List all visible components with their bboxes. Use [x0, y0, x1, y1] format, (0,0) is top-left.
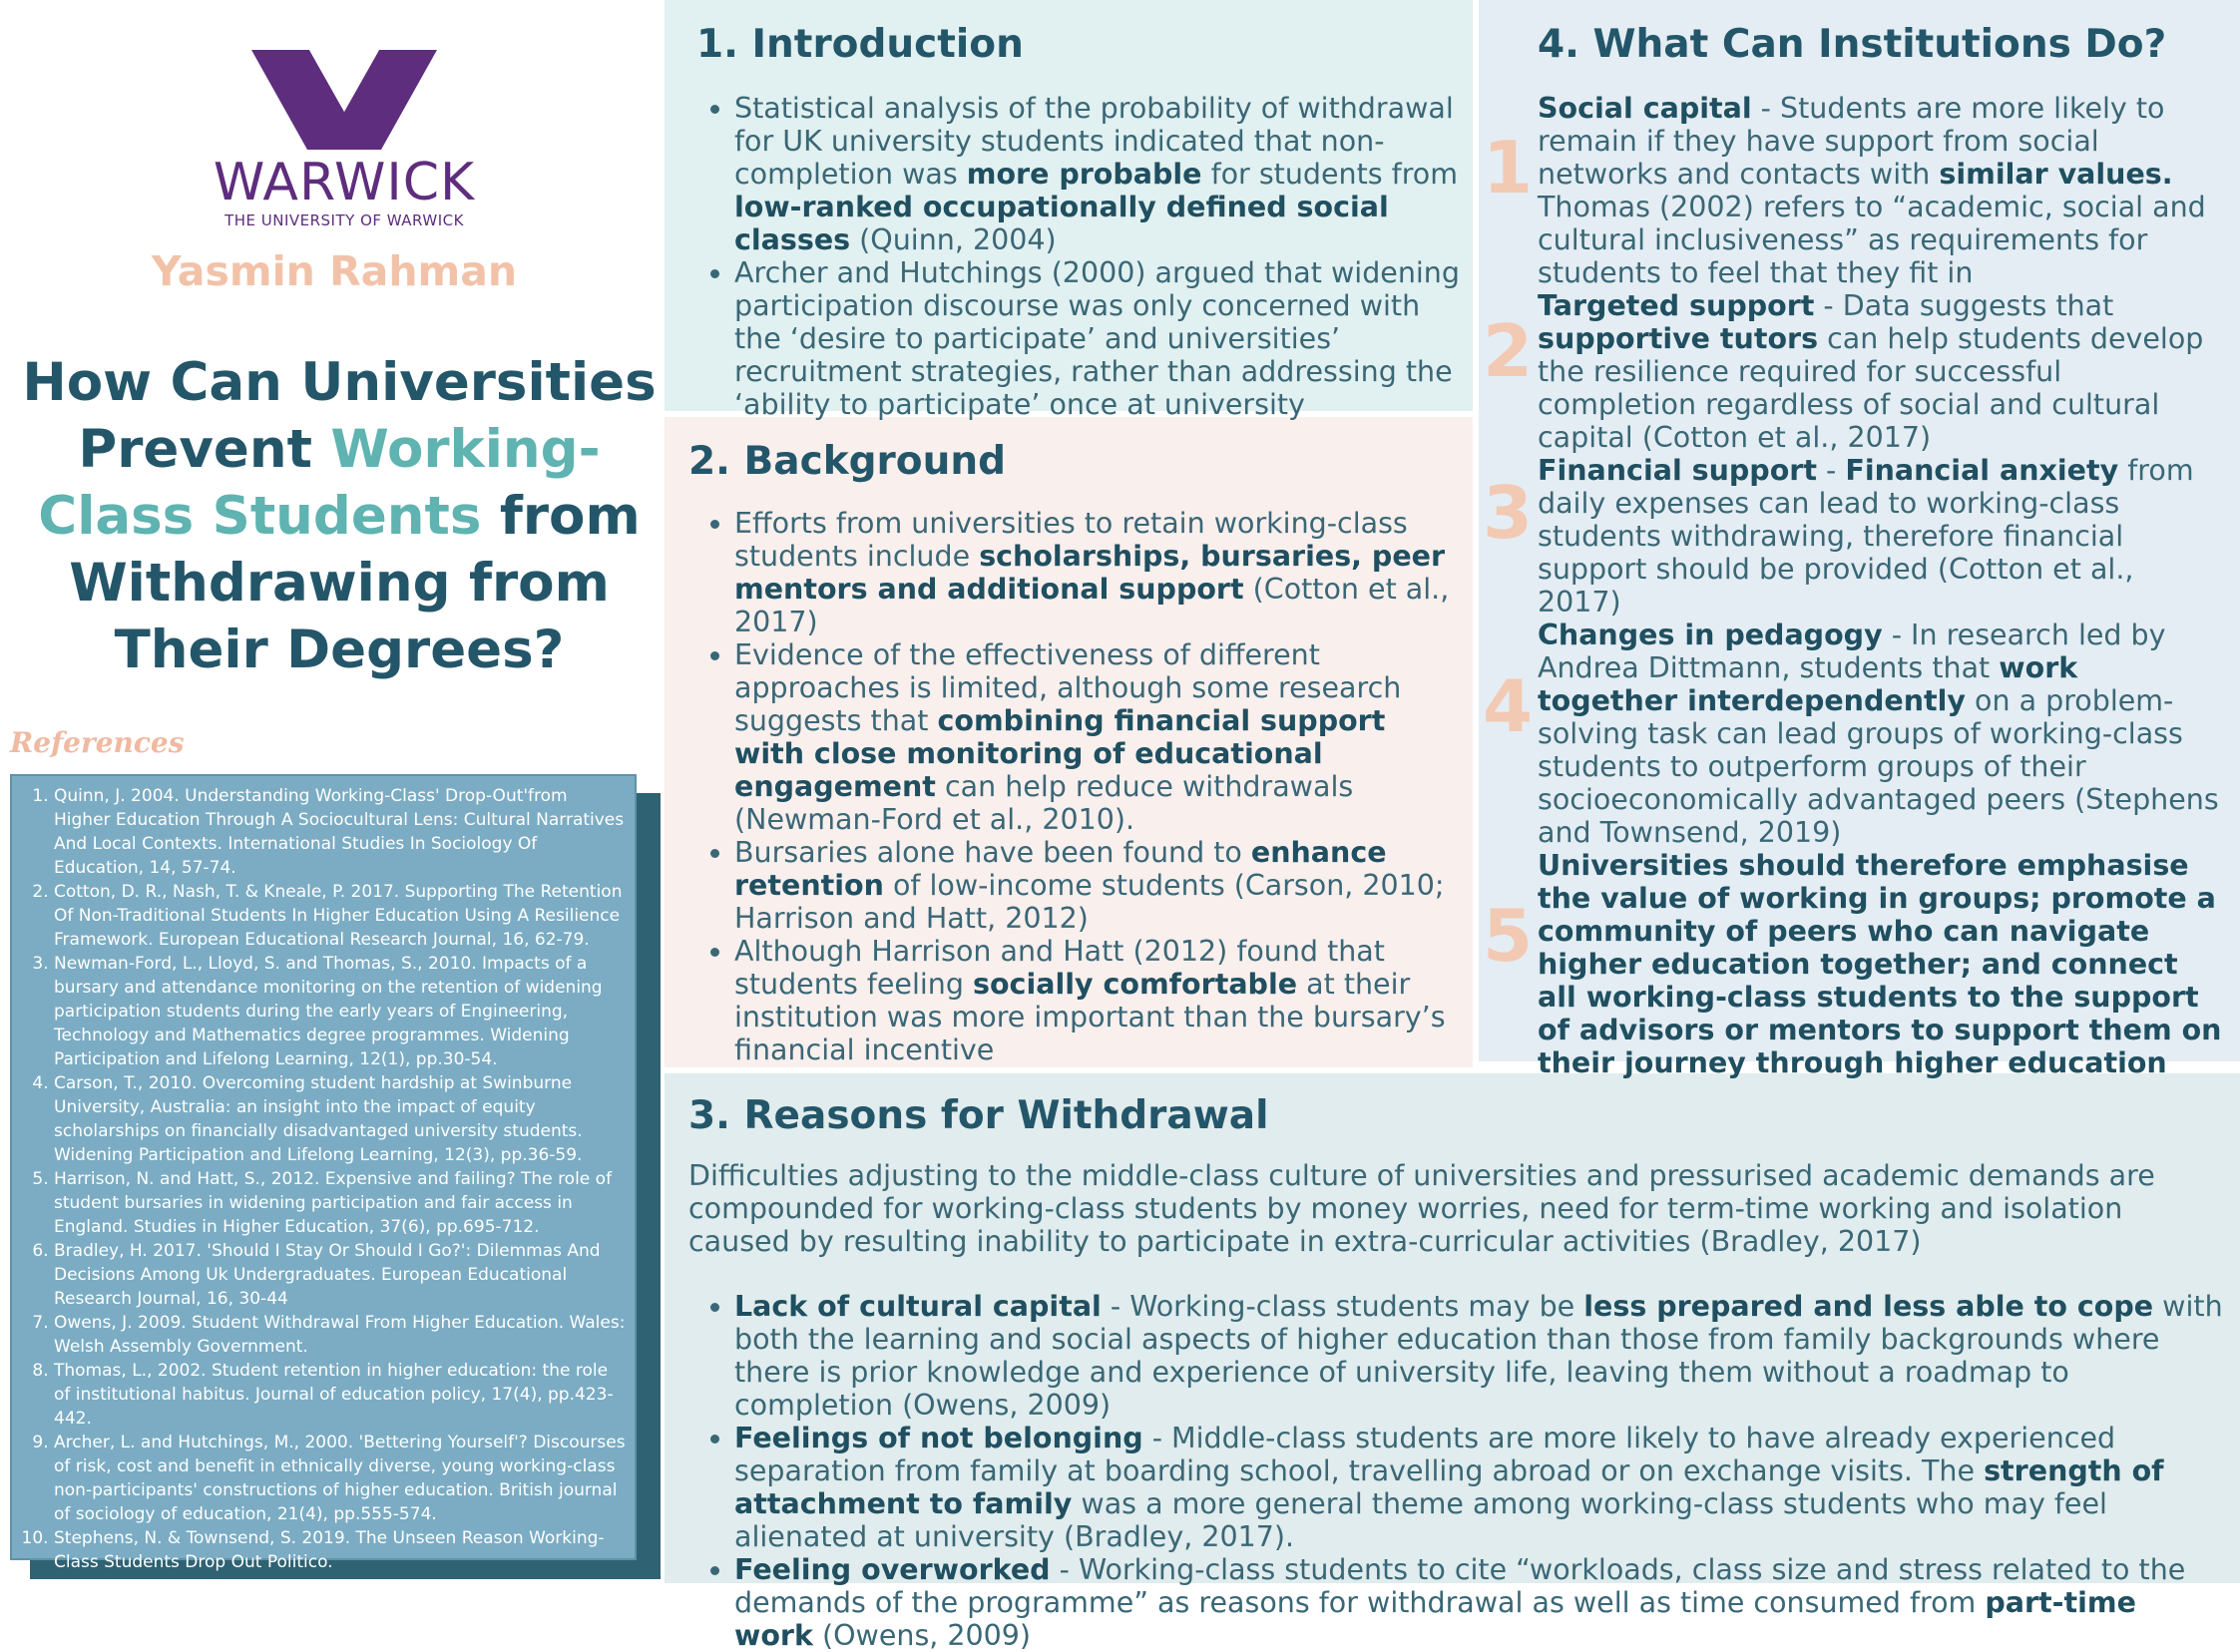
references-box: [10, 774, 637, 1572]
reference-item: 8. Thomas, L., 2002. Student retention in higher education: the role of institutional habitus. Journal of education policy, 17(4), pp.423-442.: [54, 1359, 629, 1431]
reference-item: 2. Cotton, D. R., Nash, T. & Kneale, P. 2017. Supporting The Retention Of Non-Traditional Students In Higher Education Using A Resilience Framework. European Educational Research Journal, 16, 62-79.: [54, 880, 629, 952]
institution-point-social-capital: Social capital - Students are more likely to remain if they have support from social networks and contacts with similar values. Thomas (2002) refers to “academic, social and cultural inclusiveness” as requirements for students to feel that they fit in: [1538, 92, 2206, 289]
background-list: [686, 507, 1465, 1066]
step-number-5: 5: [1483, 894, 1534, 978]
institution-point-targeted-support: Targeted support - Data suggests that supportive tutors can help students develop the resilience required for successful completion regardless of social and cultural capital (Cotton et al., 2017): [1538, 289, 2204, 454]
logo-subtitle: THE UNIVERSITY OF WARWICK: [224, 211, 464, 229]
title-part-2: from Withdrawing from Their Degrees?: [69, 486, 641, 680]
reference-item: 5. Harrison, N. and Hatt, S., 2012. Expensive and failing? The role of student bursaries in widening participation and fair access in England. Studies in Higher Education, 37(6), pp.695-712.: [54, 1167, 629, 1239]
step-number-2: 2: [1483, 309, 1534, 393]
introduction-list: [686, 92, 1465, 421]
background-bullet: • Efforts from universities to retain working-class students include scholarships, bursaries, peer mentors and additional support (Cotton et al., 2017): [734, 507, 1465, 638]
logo-wordmark: WARWICK: [213, 153, 476, 212]
reference-item: 3. Newman-Ford, L., Lloyd, S. and Thomas, S., 2010. Impacts of a bursary and attendance monitoring on the retention of widening participation students during the early years of Engineering, Technology and Mathematics degree programmes. Widening Participation and Lifelong Learning, 12(1), pp.30-54.: [54, 952, 629, 1071]
reference-item: 10. Stephens, N. & Townsend, S. 2019. The Unseen Reason Working-Class Students Drop Out Politico.: [54, 1526, 629, 1574]
introduction-bullet: • Statistical analysis of the probability of withdrawal for UK university students indicated that non-completion was more probable for students from low-ranked occupationally defined social classes (Quinn, 2004): [734, 92, 1465, 256]
reasons-bullet: • Feelings of not belonging - Middle-class students are more likely to have already experienced separation from family at boarding school, travelling abroad or on exchange visits. The strength of attachment to family was a more general theme among working-class students who may feel alienated at university (Bradley, 2017).: [734, 1422, 2223, 1553]
reasons-intro: Difficulties adjusting to the middle-class culture of universities and pressurised academic demands are compounded for working-class students by money worries, need for term-time working and isolation caused by resulting inability to participate in extra-curricular activities (Bradley, 2017): [688, 1159, 2155, 1258]
institution-point-financial-support: Financial support - Financial anxiety from daily expenses can lead to working-class students withdrawing, therefore financial support should be provided (Cotton et al., 2017): [1538, 454, 2194, 619]
references-heading: References: [10, 726, 185, 759]
institution-point-pedagogy: Changes in pedagogy - In research led by Andrea Dittmann, students that work together interdependently on a problem-solving task can lead groups of working-class students to outperform groups of their socioeconomically advantaged peers (Stephens and Townsend, 2019): [1538, 619, 2219, 849]
reasons-heading: 3. Reasons for Withdrawal: [688, 1093, 1269, 1138]
reasons-bullet: • Lack of cultural capital - Working-class students may be less prepared and less able to cope with both the learning and social aspects of higher education than those from family backgrounds where there is prior knowledge and experience of university life, leaving them without a roadmap to completion (Owens, 2009): [734, 1290, 2223, 1422]
introduction-bullet: • Archer and Hutchings (2000) argued that widening participation discourse was only concerned with the ‘desire to participate’ and universities’ recruitment strategies, rather than addressing the ‘ability to participate’ once at university: [734, 256, 1465, 421]
step-number-1: 1: [1483, 126, 1534, 209]
step-number-3: 3: [1483, 471, 1534, 555]
poster-title: [20, 349, 659, 683]
background-bullet: • Evidence of the effectiveness of different approaches is limited, although some research suggests that combining financial support with close monitoring of educational engagement can help reduce withdrawals (Newman-Ford et al., 2010).: [734, 638, 1465, 836]
reference-item: 6. Bradley, H. 2017. 'Should I Stay Or Should I Go?': Dilemmas And Decisions Among Uk Undergraduates. European Educational Research Journal, 16, 30-44: [54, 1239, 629, 1311]
reference-item: 9. Archer, L. and Hutchings, M., 2000. 'Bettering Yourself'? Discourses of risk, cost and benefit in ethnically diverse, young working-class non-participants' constructions of higher education. British journal of sociology of education, 21(4), pp.555-574.: [54, 1431, 629, 1526]
reference-item: 4. Carson, T., 2010. Overcoming student hardship at Swinburne University, Australia: an insight into the impact of equity scholarships on financially disadvantaged university students. Widening Participation and Lifelong Learning, 12(3), pp.36-59.: [54, 1071, 629, 1167]
reference-item: 1. Quinn, J. 2004. Understanding Working-Class' Drop-Out'from Higher Education Through A Sociocultural Lens: Cultural Narratives And Local Contexts. International Studies In Sociology Of Education, 14, 57-74.: [54, 784, 629, 880]
institution-conclusion: Universities should therefore emphasise the value of working in groups; promote a community of peers who can navigate higher education together; and connect all working-class students to the support of advisors or mentors to support them on their journey through higher education: [1538, 849, 2222, 1079]
background-heading: 2. Background: [688, 439, 1007, 484]
title-highlight: Working-Class Students: [38, 419, 601, 547]
author-name: Yasmin Rahman: [151, 247, 518, 295]
background-bullet: • Bursaries alone have been found to enhance retention of low-income students (Carson, 2010; Harrison and Hatt, 2012): [734, 836, 1465, 935]
reasons-list: [686, 1290, 2223, 1652]
reference-item: 7. Owens, J. 2009. Student Withdrawal From Higher Education. Wales: Welsh Assembly Government.: [54, 1311, 629, 1359]
warwick-w-logo-icon: [251, 50, 437, 150]
background-bullet: • Although Harrison and Hatt (2012) found that students feeling socially comfortable at their institution was more important than the bursary’s financial incentive: [734, 935, 1465, 1066]
institutions-heading: 4. What Can Institutions Do?: [1538, 22, 2167, 67]
reasons-bullet: • Feeling overworked - Working-class students to cite “workloads, class size and stress related to the demands of the programme” as reasons for withdrawal as well as time consumed from part-time work (Owens, 2009): [734, 1553, 2223, 1652]
introduction-heading: 1. Introduction: [696, 22, 1024, 67]
references-list: [22, 784, 629, 1574]
university-logo: [210, 50, 479, 229]
title-part-1: How Can Universities Prevent: [22, 352, 657, 480]
step-number-4: 4: [1483, 664, 1534, 748]
